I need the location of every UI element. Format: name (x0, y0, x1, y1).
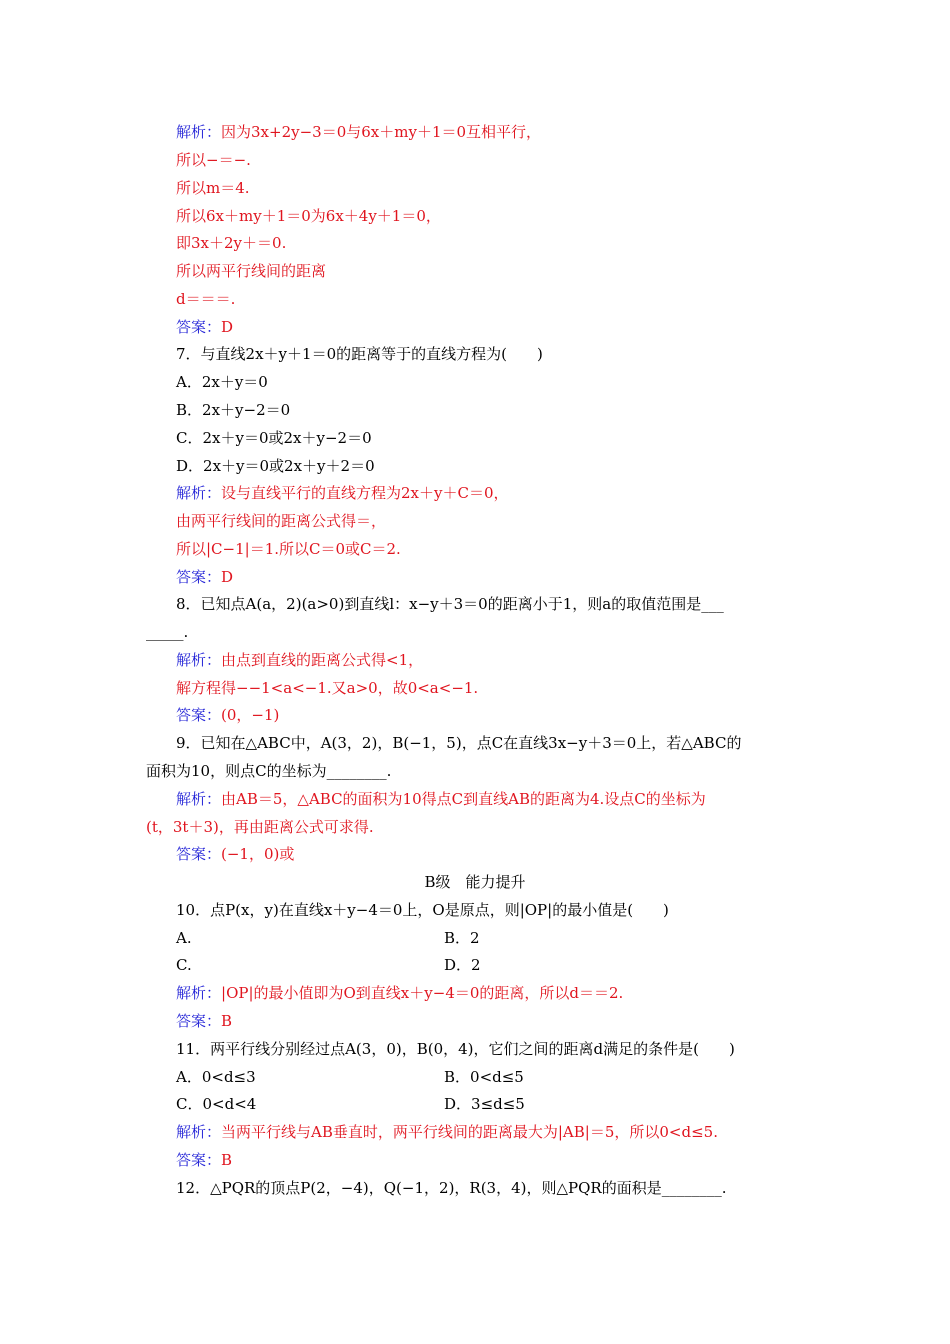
analysis-line (176, 483, 509, 503)
question-9-cont: 面积为10，则点C的坐标为________. (146, 762, 392, 780)
question-8-blank: _____. (146, 623, 189, 641)
option-a: A. (176, 929, 192, 947)
question-7: 7．与直线2x＋y＋1＝0的距离等于的直线方程为( ) (176, 345, 543, 363)
answer-line (176, 1150, 232, 1170)
answer-line (176, 844, 294, 864)
analysis-label: 解析： (176, 123, 222, 141)
option-c: C．2x＋y＝0或2x＋y−2＝0 (176, 429, 372, 447)
analysis-label: 解析： (176, 1123, 222, 1141)
analysis-text: 设与直线平行的直线方程为2x＋y＋C＝0， (221, 484, 509, 502)
section-heading: B级 能力提升 (424, 873, 526, 891)
answer-label: 答案： (176, 1012, 222, 1030)
answer-text: (−1，0)或 (221, 845, 295, 863)
answer-line (176, 705, 279, 725)
answer-label: 答案： (176, 706, 222, 724)
answer-label: 答案： (176, 845, 222, 863)
answer-line (176, 1011, 232, 1031)
analysis-line: 解方程得−−1<a<−1.又a>0，故0<a<−1. (176, 679, 479, 697)
analysis-text: 因为3x+2y−3＝0与6x＋my＋1＝0互相平行， (221, 123, 542, 141)
question-9: 9．已知在△ABC中，A(3，2)，B(−1，5)，点C在直线3x−y＋3＝0上，若△ABC的 (176, 734, 742, 752)
answer-line (176, 567, 233, 587)
option-a: A．2x＋y＝0 (176, 373, 268, 391)
answer-label: 答案： (176, 318, 222, 336)
analysis-line: 所以6x＋my＋1＝0为6x＋4y＋1＝0， (176, 207, 441, 225)
option-b: B．2 (444, 929, 480, 947)
analysis-text: 由AB＝5，△ABC的面积为10得点C到直线AB的距离为4.设点C的坐标为 (221, 790, 706, 808)
analysis-line: 即3x＋2y＋＝0. (176, 234, 287, 252)
option-d: D．2x＋y＝0或2x＋y＋2＝0 (176, 457, 375, 475)
analysis-line: d＝＝＝. (176, 290, 236, 308)
answer-text: (0，−1) (221, 706, 280, 724)
analysis-line (176, 122, 541, 142)
question-11: 11．两平行线分别经过点A(3，0)，B(0，4)，它们之间的距离d满足的条件是( ) (176, 1040, 735, 1058)
answer-text: B (221, 1151, 233, 1169)
question-12: 12．△PQR的顶点P(2，−4)，Q(−1，2)，R(3，4)，则△PQR的面积是________. (176, 1179, 727, 1197)
analysis-line (176, 789, 706, 809)
question-10: 10．点P(x，y)在直线x＋y−4＝0上，O是原点，则|OP|的最小值是( ) (176, 901, 669, 919)
analysis-line: 所以|C−1|＝1.所以C＝0或C＝2. (176, 540, 401, 558)
answer-label: 答案： (176, 568, 222, 586)
analysis-text: |OP|的最小值即为O到直线x＋y−4＝0的距离，所以d＝＝2. (221, 984, 624, 1002)
option-b: B．0<d≤5 (444, 1068, 524, 1086)
analysis-line: 所以m＝4. (176, 179, 250, 197)
option-d: D．2 (444, 956, 481, 974)
answer-label: 答案： (176, 1151, 222, 1169)
analysis-label: 解析： (176, 484, 222, 502)
analysis-label: 解析： (176, 790, 222, 808)
option-c: C．0<d<4 (176, 1095, 257, 1113)
analysis-label: 解析： (176, 984, 222, 1002)
option-c: C. (176, 956, 192, 974)
option-a: A．0<d≤3 (176, 1068, 256, 1086)
analysis-line: 所以两平行线间的距离 (176, 262, 327, 280)
analysis-line (176, 983, 623, 1003)
analysis-line: 所以−＝−. (176, 151, 251, 169)
analysis-line (176, 1122, 718, 1142)
analysis-text: 由点到直线的距离公式得<1， (221, 651, 424, 669)
question-8: 8．已知点A(a，2)(a>0)到直线l：x−y＋3＝0的距离小于1，则a的取值范围是___ (176, 595, 724, 613)
analysis-text: 当两平行线与AB垂直时，两平行线间的距离最大为|AB|＝5，所以0<d≤5. (221, 1123, 718, 1141)
analysis-label: 解析： (176, 651, 222, 669)
option-b: B．2x＋y−2＝0 (176, 401, 291, 419)
answer-text: D (221, 568, 234, 586)
analysis-line: (t，3t＋3)，再由距离公式可求得. (146, 818, 374, 836)
answer-text: B (221, 1012, 233, 1030)
answer-text: D (221, 318, 234, 336)
analysis-line (176, 650, 423, 670)
option-d: D．3≤d≤5 (444, 1095, 525, 1113)
answer-line (176, 317, 233, 337)
analysis-line: 由两平行线间的距离公式得＝， (176, 512, 387, 530)
